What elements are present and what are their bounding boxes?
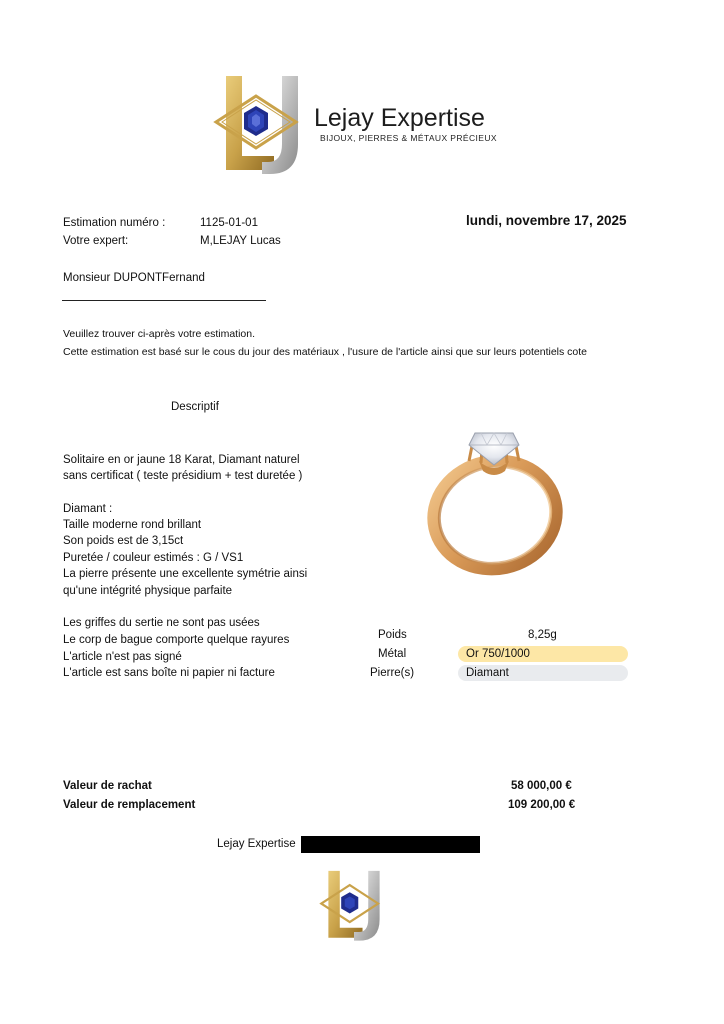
description-line: La pierre présente une excellente symétrie ainsi bbox=[63, 568, 308, 580]
lejay-logo-monogram bbox=[212, 72, 312, 176]
replacement-label: Valeur de remplacement bbox=[63, 799, 196, 811]
metal-value: Or 750/1000 bbox=[458, 646, 628, 662]
description-line: L'article est sans boîte ni papier ni facture bbox=[63, 667, 275, 679]
expert-value: M,LEJAY Lucas bbox=[200, 235, 281, 247]
description-line: sans certificat ( teste présidium + test duretée ) bbox=[63, 470, 303, 482]
signature-label: Lejay Expertise bbox=[217, 838, 296, 850]
description-line: Solitaire en or jaune 18 Karat, Diamant naturel bbox=[63, 454, 300, 466]
metal-label: Métal bbox=[378, 648, 407, 660]
ring-photo bbox=[395, 405, 595, 580]
expert-label: Votre expert: bbox=[63, 235, 129, 247]
buyback-value: 58 000,00 € bbox=[511, 780, 572, 792]
estimate-date: lundi, novembre 17, 2025 bbox=[466, 213, 627, 228]
brand-name: Lejay Expertise bbox=[314, 104, 485, 132]
description-line: Les griffes du sertie ne sont pas usées bbox=[63, 617, 260, 629]
estimate-number-value: 1125-01-01 bbox=[200, 217, 258, 229]
client-name: Monsieur DUPONTFernand bbox=[63, 272, 205, 284]
weight-label: Poids bbox=[378, 629, 407, 641]
brand-tagline: BIJOUX, PIERRES & MÉTAUX PRÉCIEUX bbox=[320, 133, 497, 143]
weight-value: 8,25g bbox=[528, 629, 557, 641]
description-heading: Descriptif bbox=[171, 401, 219, 413]
description-line: Taille moderne rond brillant bbox=[63, 519, 202, 531]
description-line: L'article n'est pas signé bbox=[63, 651, 182, 663]
buyback-label: Valeur de rachat bbox=[63, 780, 152, 792]
intro-line-1: Veuillez trouver ci-après votre estimation. bbox=[63, 328, 255, 340]
estimate-number-label: Estimation numéro : bbox=[63, 217, 166, 229]
description-line: Le corp de bague comporte quelque rayures bbox=[63, 634, 290, 646]
stone-label: Pierre(s) bbox=[370, 667, 415, 679]
description-line: Puretée / couleur estimés : G / VS1 bbox=[63, 552, 244, 564]
description-line: qu'une intégrité physique parfaite bbox=[63, 585, 233, 597]
description-line: Diamant : bbox=[63, 503, 113, 515]
replacement-value: 109 200,00 € bbox=[508, 799, 576, 811]
signature-redaction bbox=[301, 836, 480, 853]
intro-line-2: Cette estimation est basé sur le cous du jour des matériaux , l'usure de l'article ainsi que sur leurs potentiels cote bbox=[63, 346, 588, 358]
lejay-logo-small bbox=[318, 868, 390, 942]
description-line: Son poids est de 3,15ct bbox=[63, 535, 184, 547]
stone-value: Diamant bbox=[458, 665, 628, 681]
client-underline bbox=[62, 300, 266, 301]
